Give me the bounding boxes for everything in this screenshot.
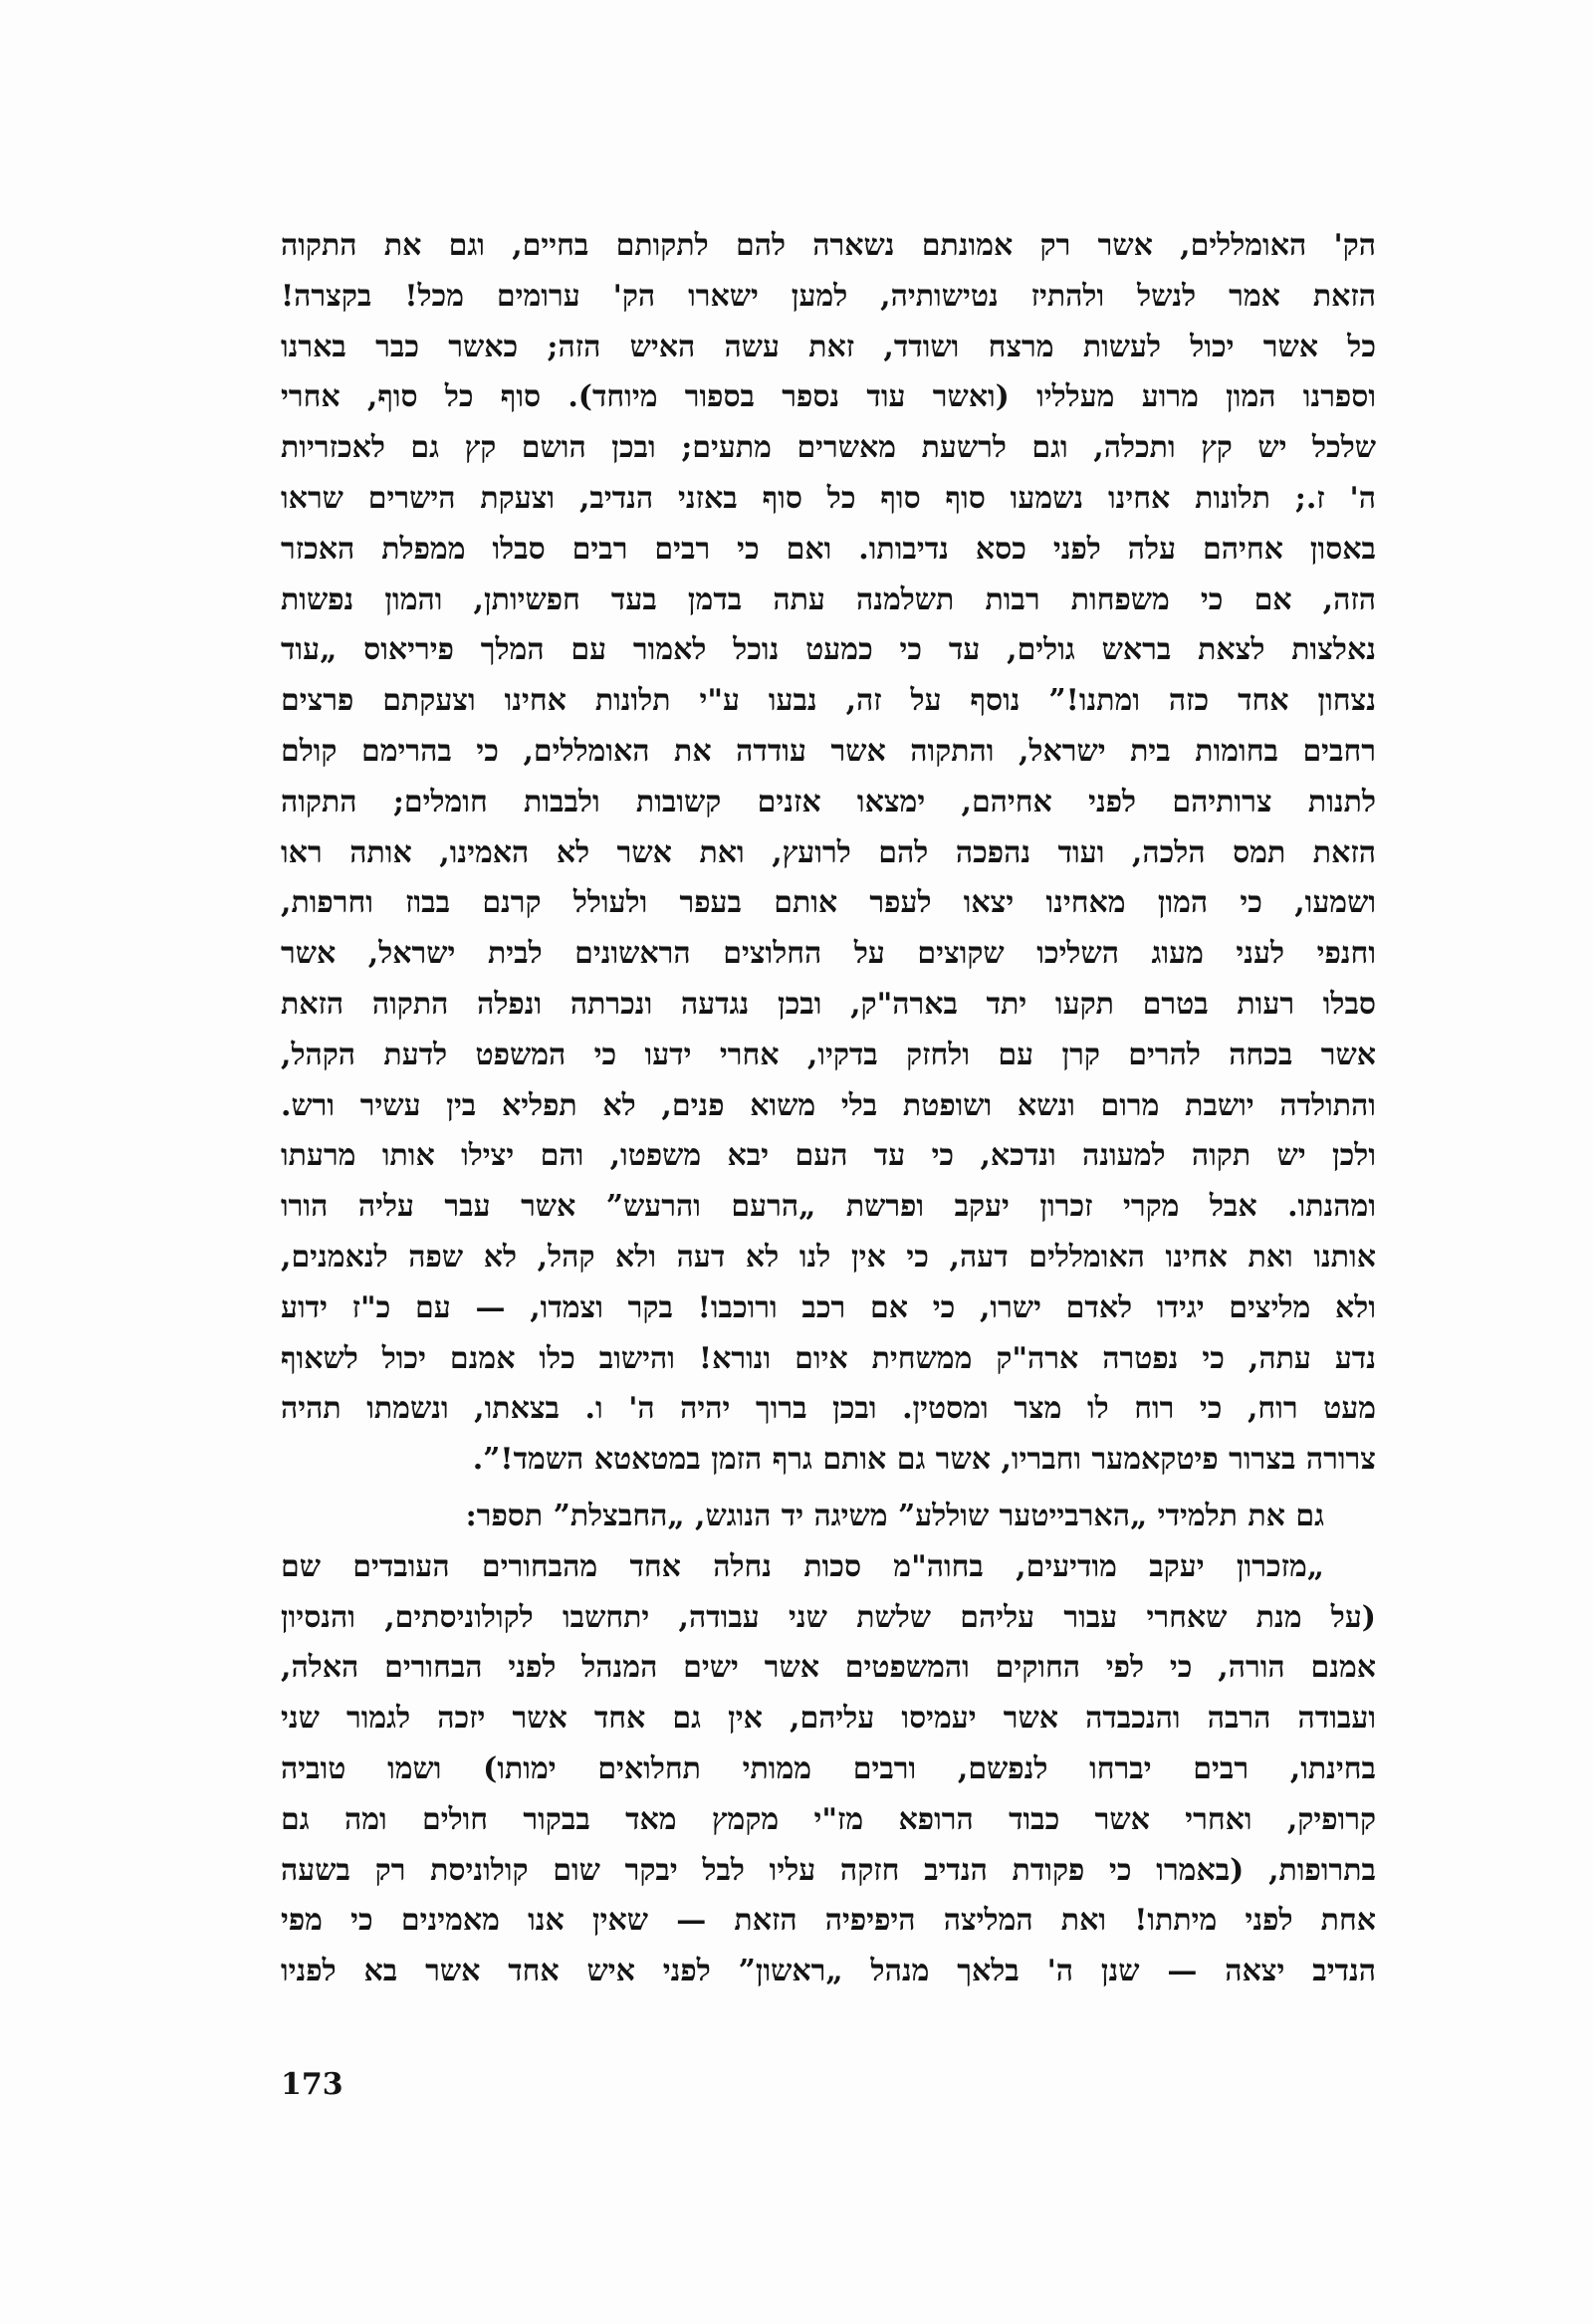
text-line: שלכל יש קץ ותכלה, וגם לרשעת מאשרים מתעים; ובכן הושם קץ גם לאכזריות (281, 430, 1376, 466)
text-line: „מזכרון יעקב מודיעים, בחוה"מ סכות נחלה אחד מהבחורים העובדים שם (281, 1548, 1324, 1584)
text-line: (על מנת שאחרי עבור עליהם שלשת שני עבודה, יתחשבו לקולוניסתים, והנסיון (281, 1599, 1376, 1635)
text-line: לתנות צרותיהם לפני אחיהם, ימצאו אזנים קשובות ולבבות חומלים; התקוה (281, 784, 1376, 819)
text-line: אשר בכחה להרים קרן עם ולחזק בדקיו, אחרי ידעו כי המשפט לדעת הקהל, (281, 1037, 1376, 1072)
page-number: 173 (281, 2067, 343, 2102)
text-line: ולא מליצים יגידו לאדם ישרו, כי אם רכב ורוכבו! בקר וצמדו, — עם כ"ז ידוע (281, 1289, 1376, 1325)
text-line: והתולדה יושבת מרום ונשא ושופטת בלי משוא פנים, לא תפליא בין עשיר ורש. (281, 1087, 1376, 1123)
body-text (281, 221, 1376, 1997)
text-line: באסון אחיהם עלה לפני כסא נדיבותו. ואם כי רבים רבים סבלו ממפלת האכזר (281, 531, 1376, 567)
text-line: ה' ז.; תלונות אחינו נשמעו סוף סוף כל סוף באזני הנדיב, וצעקת הישרים שראו (281, 480, 1376, 516)
text-line: סבלו רעות בטרם תקעו יתד בארה"ק, ובכן נגדעה ונכרתה ונפלה התקוה הזאת (281, 986, 1376, 1022)
text-line: הק' האומללים, אשר רק אמונתם נשארה להם לתקותם בחיים, וגם את התקוה (281, 228, 1376, 263)
text-line: בתרופות, (באמרו כי פקודת הנדיב חזקה עליו לבל יבקר שום קולוניסת רק בשעה (281, 1852, 1376, 1888)
text-line: וספרנו המון מרוע מעלליו (ואשר עוד נספר בספור מיוחד). סוף כל סוף, אחרי (281, 379, 1376, 415)
text-line: אותנו ואת אחינו האומללים דעה, כי אין לנו לא דעה ולא קהל, לא שפה לנאמנים, (281, 1239, 1376, 1275)
text-line: ועבודה הרבה והנכבדה אשר יעמיסו עליהם, אין גם אחד אשר יזכה לגמור שני (281, 1701, 1376, 1737)
text-line: נדע עתה, כי נפטרה ארה"ק ממשחית איום ונורא! והישוב כלו אמנם יכול לשאוף (281, 1340, 1376, 1376)
text-line: בחינתו, רבים יברחו לנפשם, ורבים ממותי תחלואים ימותו) ושמו טוביה (281, 1750, 1376, 1786)
text-line: צרורה בצרור פיטקאמער וחבריו, אשר גם אותם גרף הזמן במטאטא השמד!”. (472, 1442, 1376, 1478)
text-line: אמנם הורה, כי לפי החוקים והמשפטים אשר ישים המנהל לפני הבחורים האלה, (281, 1650, 1376, 1686)
text-line: כל אשר יכול לעשות מרצח ושודד, זאת עשה האיש הזה; כאשר כבר בארנו (281, 329, 1376, 364)
text-line: ושמעו, כי המון מאחינו יצאו לעפר אותם בעפר ולעולל קרנם בבוז וחרפות, (281, 885, 1376, 921)
text-line: נצחון אחד כזה ומתנו!” נוסף על זה, נבעו ע"י תלונות אחינו וצעקתם פרצים (281, 683, 1376, 719)
text-line: ומהנתו. אבל מקרי זכרון יעקב ופרשת „הרעם והרעש” אשר עבר עליה הורו (281, 1189, 1376, 1225)
text-line: גם את תלמידי „הארבייטער שוללע” משיגה יד הנוגש, „החבצלת” תספר: (465, 1498, 1324, 1533)
text-line: אחת לפני מיתתו! ואת המליצה היפיפיה הזאת — שאין אנו מאמינים כי מפי (281, 1903, 1376, 1939)
text-line: הנדיב יצאה — שנן ה' בלאך מנהל „ראשון” לפני איש אחד אשר בא לפניו (281, 1954, 1376, 1989)
text-line: מעט רוח, כי רוח לו מצר ומסטין. ובכן ברוך יהיה ה' ו. בצאתו, ונשמתו תהיה (281, 1391, 1376, 1427)
text-line: קרופיק, ואחרי אשר כבוד הרופא מז"י מקמץ מאד בבקור חולים ומה גם (281, 1801, 1376, 1837)
text-line: הזאת אמר לנשל ולהתיז נטישותיה, למען ישארו הק' ערומים מכל! בקצרה! (281, 278, 1376, 314)
text-line: רחבים בחומות בית ישראל, והתקוה אשר עודדה את האומללים, כי בהרימם קולם (281, 733, 1376, 769)
text-line: וחנפי לעני מעוג השליכו שקוצים על החלוצים הראשונים לבית ישראל, אשר (281, 936, 1376, 972)
text-line: הזאת תמס הלכה, ועוד נהפכה להם לרועץ, ואת אשר לא האמינו, אותה ראו (281, 834, 1376, 870)
text-line: ולכן יש תקוה למעונה ונדכא, כי עד העם יבא משפטו, והם יצילו אותו מרעתו (281, 1138, 1376, 1174)
text-line: נאלצות לצאת בראש גולים, עד כי כמעט נוכל לאמור עם המלך פיריאוס „עוד (281, 632, 1376, 668)
text-line: הזה, אם כי משפחות רבות תשלמנה עתה בדמן בעד חפשיותן, והמון נפשות (281, 581, 1376, 617)
